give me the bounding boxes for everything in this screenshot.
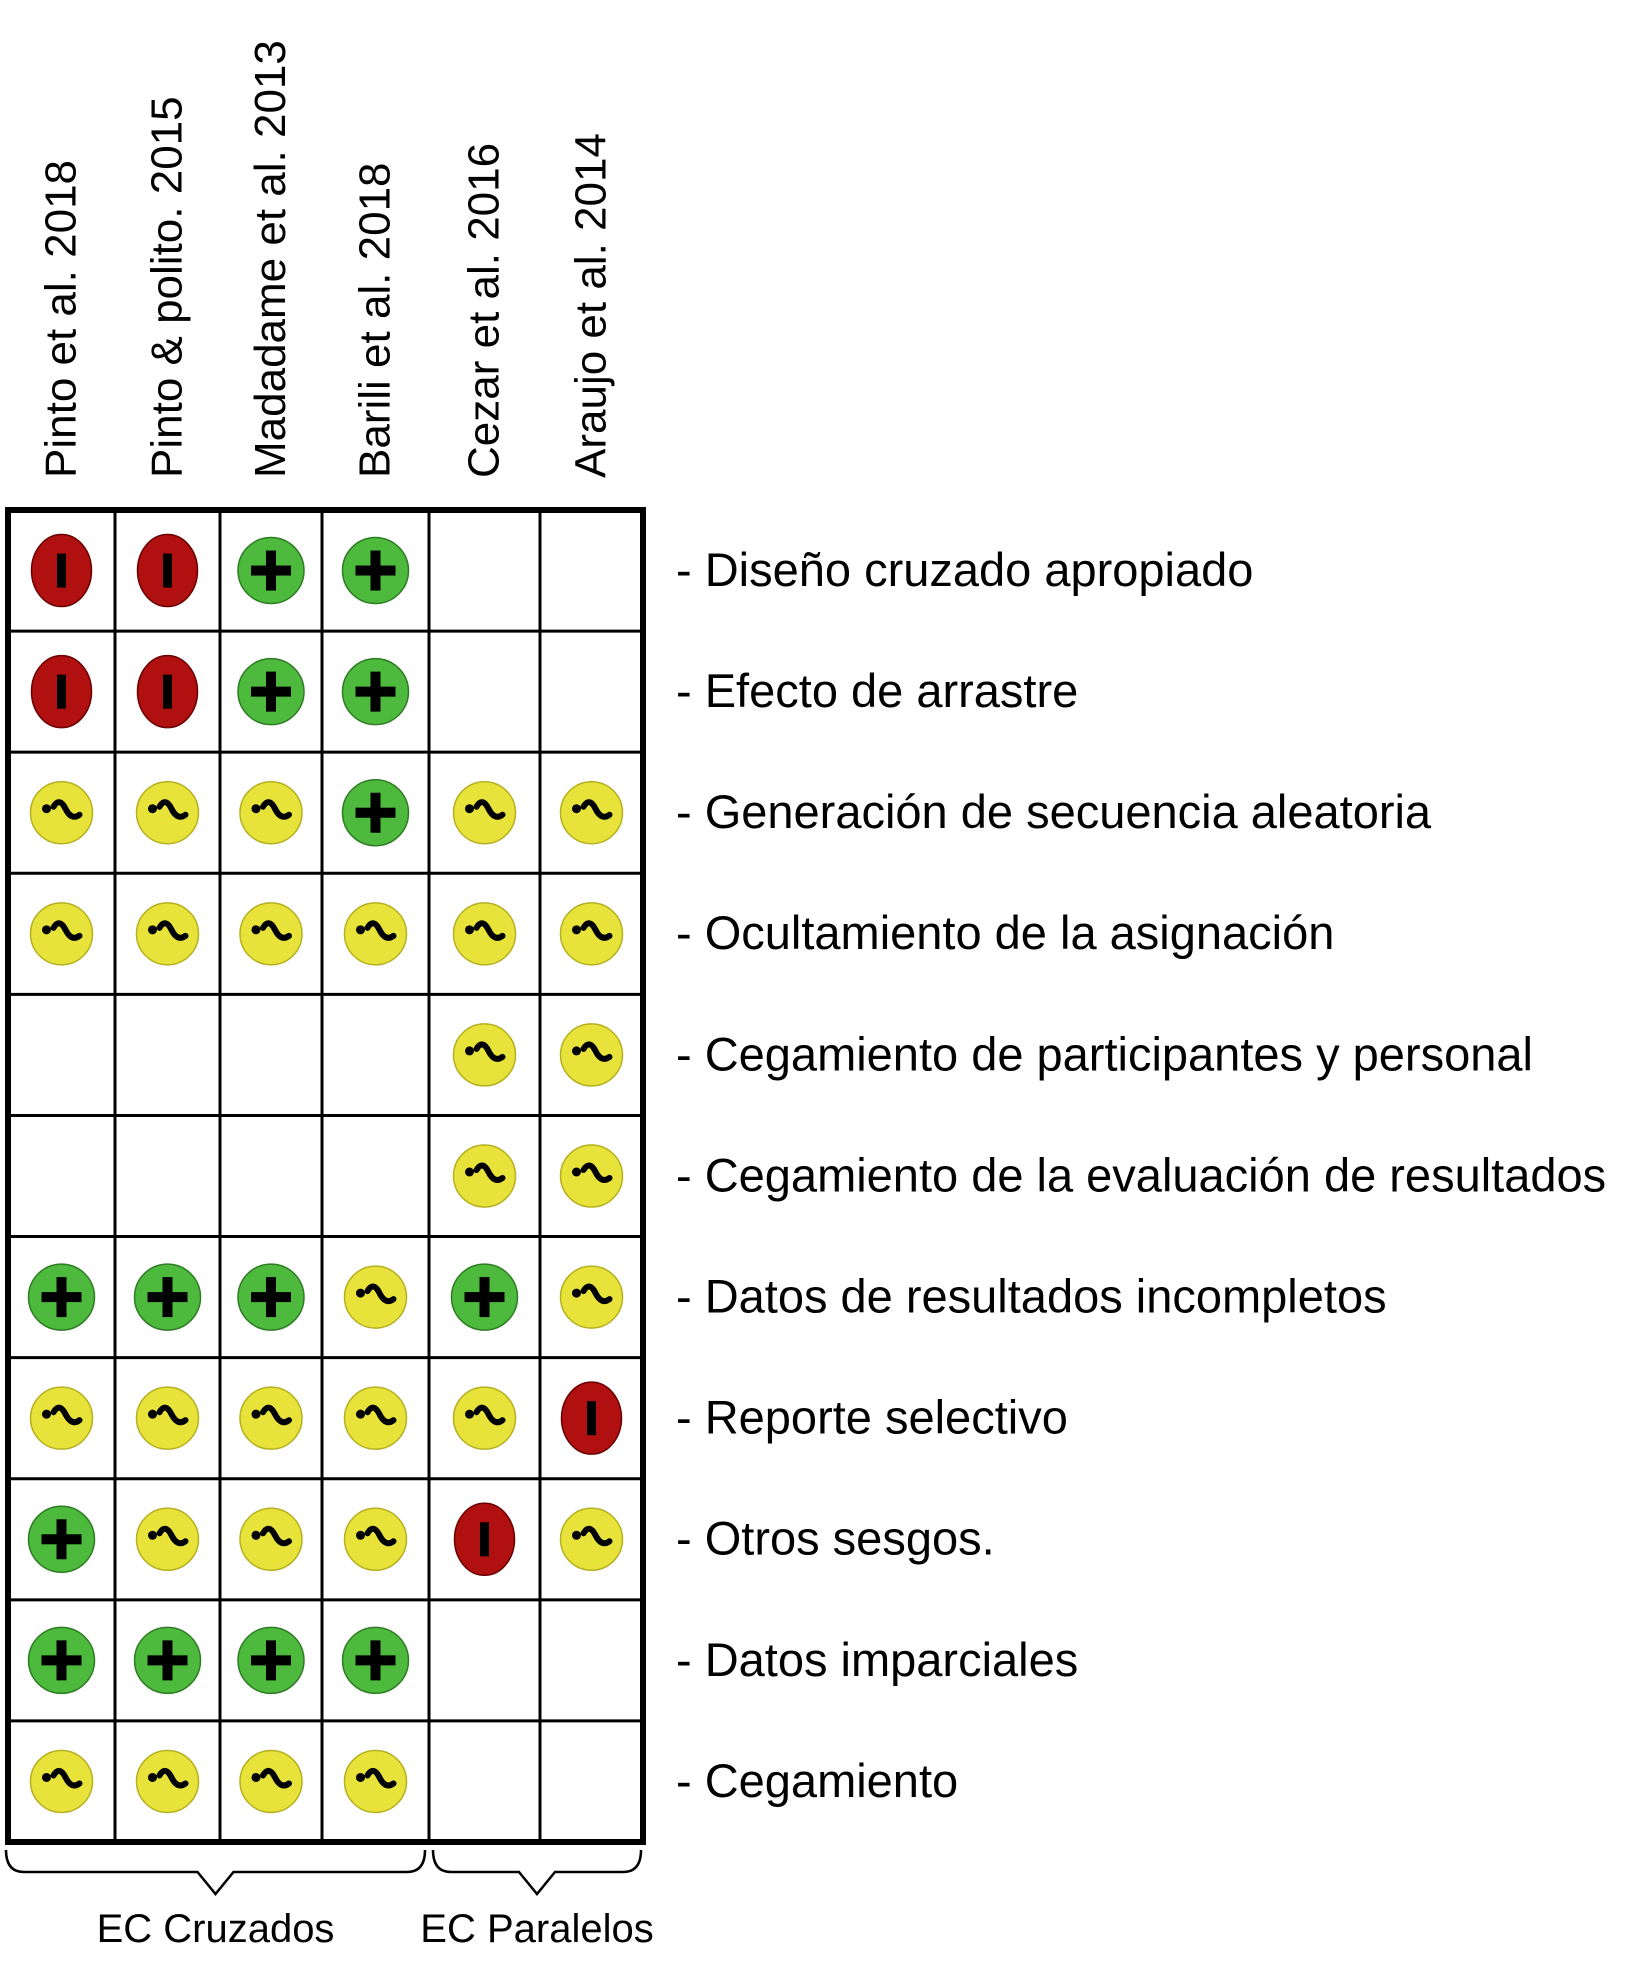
unclear-risk-circle <box>561 1024 623 1086</box>
domain-labels <box>676 543 1606 1807</box>
judgement-unclear <box>454 1145 516 1207</box>
unclear-risk-circle <box>137 1750 199 1812</box>
judgement-low <box>343 780 409 846</box>
judgement-low <box>238 1627 304 1693</box>
judgement-unclear <box>345 1266 407 1328</box>
domain-label: - Cegamiento de la evaluación de resultados <box>676 1148 1607 1202</box>
judgement-unclear <box>31 1750 93 1812</box>
judgement-unclear <box>137 782 199 844</box>
judgement-low <box>238 1264 304 1330</box>
judgement-low <box>238 659 304 725</box>
unclear-risk-circle <box>240 1750 302 1812</box>
unclear-risk-circle <box>240 782 302 844</box>
judgement-low <box>343 538 409 604</box>
unclear-risk-circle <box>31 782 93 844</box>
study-header: Pinto et al. 2018 <box>36 159 86 478</box>
domain-label: - Cegamiento de participantes y personal <box>676 1027 1533 1081</box>
judgement-marks <box>29 535 623 1813</box>
domain-label: - Generación de secuencia aleatoria <box>676 785 1432 839</box>
domain-label: - Efecto de arrastre <box>676 664 1079 718</box>
domain-label: - Reporte selectivo <box>676 1390 1068 1444</box>
judgement-unclear <box>345 1387 407 1449</box>
judgement-low <box>238 538 304 604</box>
judgement-unclear <box>454 903 516 965</box>
judgement-low <box>343 659 409 725</box>
unclear-risk-circle <box>454 1387 516 1449</box>
domain-label: - Datos de resultados incompletos <box>676 1269 1387 1323</box>
study-header: Araujo et al. 2014 <box>566 133 616 478</box>
study-header: Barili et al. 2018 <box>350 162 400 478</box>
table-border <box>8 510 643 1842</box>
unclear-risk-circle <box>137 1387 199 1449</box>
judgement-high <box>455 1503 515 1575</box>
judgement-unclear <box>137 1387 199 1449</box>
unclear-risk-circle <box>561 782 623 844</box>
unclear-risk-circle <box>137 1508 199 1570</box>
judgement-unclear <box>31 1387 93 1449</box>
group-bracket <box>6 1850 425 1894</box>
domain-label: - Datos imparciales <box>676 1632 1079 1686</box>
judgement-unclear <box>454 782 516 844</box>
unclear-risk-circle <box>345 1266 407 1328</box>
judgement-unclear <box>240 1508 302 1570</box>
judgement-low <box>29 1506 95 1572</box>
unclear-risk-circle <box>454 903 516 965</box>
minus-icon <box>587 1401 596 1435</box>
judgement-unclear <box>561 782 623 844</box>
unclear-risk-circle <box>240 1508 302 1570</box>
judgement-unclear <box>240 782 302 844</box>
unclear-risk-circle <box>561 1266 623 1328</box>
group-label: EC Paralelos <box>420 1907 654 1951</box>
domain-label: - Ocultamiento de la asignación <box>676 906 1335 960</box>
unclear-risk-circle <box>561 1508 623 1570</box>
group-label: EC Cruzados <box>96 1907 335 1951</box>
judgement-unclear <box>240 1387 302 1449</box>
unclear-risk-circle <box>345 1750 407 1812</box>
judgement-high <box>138 535 198 607</box>
judgement-high <box>32 535 92 607</box>
judgement-unclear <box>31 782 93 844</box>
judgement-low <box>452 1264 518 1330</box>
minus-icon <box>163 554 172 588</box>
judgement-unclear <box>561 903 623 965</box>
judgement-unclear <box>454 1024 516 1086</box>
judgement-unclear <box>345 903 407 965</box>
judgement-unclear <box>240 903 302 965</box>
unclear-risk-circle <box>454 1145 516 1207</box>
domain-label: - Otros sesgos. <box>676 1511 995 1565</box>
domain-label: - Cegamiento <box>676 1753 959 1807</box>
study-header: Cezar et al. 2016 <box>459 142 509 478</box>
judgement-low <box>343 1627 409 1693</box>
unclear-risk-circle <box>31 903 93 965</box>
judgement-unclear <box>561 1266 623 1328</box>
judgement-low <box>29 1264 95 1330</box>
judgement-unclear <box>454 1387 516 1449</box>
unclear-risk-circle <box>240 903 302 965</box>
judgement-high <box>138 656 198 728</box>
judgement-low <box>135 1264 201 1330</box>
group-bracket <box>433 1850 641 1894</box>
domain-label: - Diseño cruzado apropiado <box>676 542 1254 596</box>
judgement-unclear <box>561 1145 623 1207</box>
judgement-high <box>32 656 92 728</box>
judgement-high <box>562 1382 622 1454</box>
unclear-risk-circle <box>137 903 199 965</box>
judgement-unclear <box>345 1750 407 1812</box>
unclear-risk-circle <box>454 782 516 844</box>
unclear-risk-circle <box>31 1750 93 1812</box>
study-headers <box>37 40 616 478</box>
judgement-low <box>29 1627 95 1693</box>
unclear-risk-circle <box>137 782 199 844</box>
unclear-risk-circle <box>561 1145 623 1207</box>
study-header: Pinto & polito. 2015 <box>142 96 192 478</box>
unclear-risk-circle <box>345 1508 407 1570</box>
unclear-risk-circle <box>345 903 407 965</box>
judgement-unclear <box>561 1508 623 1570</box>
judgement-unclear <box>345 1508 407 1570</box>
judgement-unclear <box>137 1508 199 1570</box>
judgement-low <box>135 1627 201 1693</box>
judgement-unclear <box>137 1750 199 1812</box>
minus-icon <box>57 554 66 588</box>
unclear-risk-circle <box>561 903 623 965</box>
group-brackets <box>6 1850 654 1951</box>
minus-icon <box>480 1522 489 1556</box>
minus-icon <box>57 675 66 709</box>
unclear-risk-circle <box>240 1387 302 1449</box>
judgement-unclear <box>561 1024 623 1086</box>
unclear-risk-circle <box>31 1387 93 1449</box>
table-grid <box>8 510 643 1842</box>
unclear-risk-circle <box>345 1387 407 1449</box>
study-header: Madadame et al. 2013 <box>246 40 295 478</box>
unclear-risk-circle <box>454 1024 516 1086</box>
judgement-unclear <box>31 903 93 965</box>
judgement-unclear <box>240 1750 302 1812</box>
minus-icon <box>163 675 172 709</box>
judgement-unclear <box>137 903 199 965</box>
